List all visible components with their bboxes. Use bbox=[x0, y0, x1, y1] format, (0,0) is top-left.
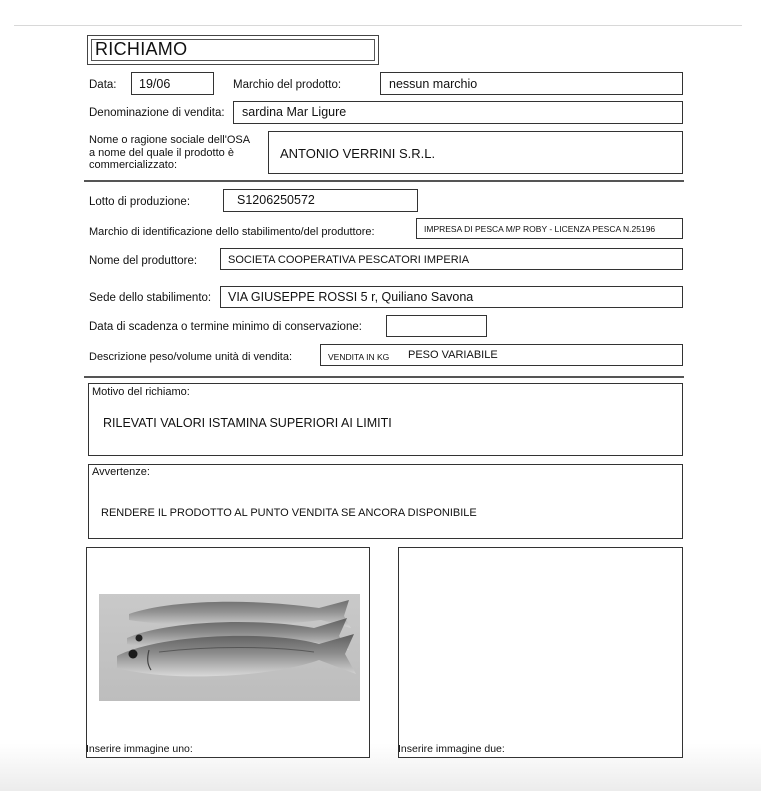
avvertenze-box bbox=[88, 464, 683, 539]
data-label: Data: bbox=[89, 79, 117, 91]
image-box-two bbox=[398, 547, 683, 758]
denominazione-value: sardina Mar Ligure bbox=[242, 105, 347, 119]
identificazione-value: IMPRESA DI PESCA M/P ROBY - LICENZA PESCA N.25196 bbox=[424, 224, 656, 234]
marchio-label: Marchio del prodotto: bbox=[233, 79, 342, 91]
marchio-value: nessun marchio bbox=[389, 77, 478, 91]
sede-value: VIA GIUSEPPE ROSSI 5 r, Quiliano Savona bbox=[228, 290, 474, 304]
osa-label-line-3: commercializzato: bbox=[89, 159, 178, 171]
scadenza-label: Data di scadenza o termine minimo di conservazione: bbox=[89, 321, 362, 333]
data-value: 19/06 bbox=[139, 77, 171, 91]
denominazione-label: Denominazione di vendita: bbox=[89, 107, 225, 119]
osa-label-line-2: a nome del quale il prodotto è bbox=[89, 146, 234, 159]
document-title: RICHIAMO bbox=[95, 39, 188, 59]
peso-label: Descrizione peso/volume unità di vendita: bbox=[89, 351, 293, 363]
lotto-label: Lotto di produzione: bbox=[89, 196, 191, 208]
avvertenze-value: RENDERE IL PRODOTTO AL PUNTO VENDITA SE ANCORA DISPONIBILE bbox=[101, 507, 477, 519]
produttore-label: Nome del produttore: bbox=[89, 255, 198, 267]
scadenza-field bbox=[386, 315, 487, 337]
produttore-value: SOCIETA COOPERATIVA PESCATORI IMPERIA bbox=[228, 254, 470, 266]
lotto-value: S1206250572 bbox=[237, 193, 315, 207]
osa-label bbox=[89, 134, 250, 172]
peso-value: PESO VARIABILE bbox=[408, 349, 498, 361]
avvertenze-label: Avvertenze: bbox=[92, 466, 150, 478]
section-divider-1 bbox=[84, 180, 684, 182]
immagine-due-label: Inserire immagine due: bbox=[398, 743, 505, 755]
scan-top-line bbox=[14, 25, 742, 26]
peso-value-small: VENDITA IN KG bbox=[328, 352, 390, 362]
sardine-photo bbox=[99, 594, 360, 701]
immagine-uno-label: Inserire immagine uno: bbox=[86, 743, 193, 755]
motivo-label: Motivo del richiamo: bbox=[92, 386, 190, 398]
motivo-value: RILEVATI VALORI ISTAMINA SUPERIORI AI LIMITI bbox=[103, 416, 392, 430]
identificazione-label: Marchio di identificazione dello stabilimento/del produttore: bbox=[89, 226, 375, 238]
sede-label: Sede dello stabilimento: bbox=[89, 292, 212, 304]
section-divider-2 bbox=[84, 376, 684, 378]
osa-value: ANTONIO VERRINI S.R.L. bbox=[280, 146, 436, 161]
osa-label-line-1: Nome o ragione sociale dell'OSA bbox=[89, 134, 251, 146]
